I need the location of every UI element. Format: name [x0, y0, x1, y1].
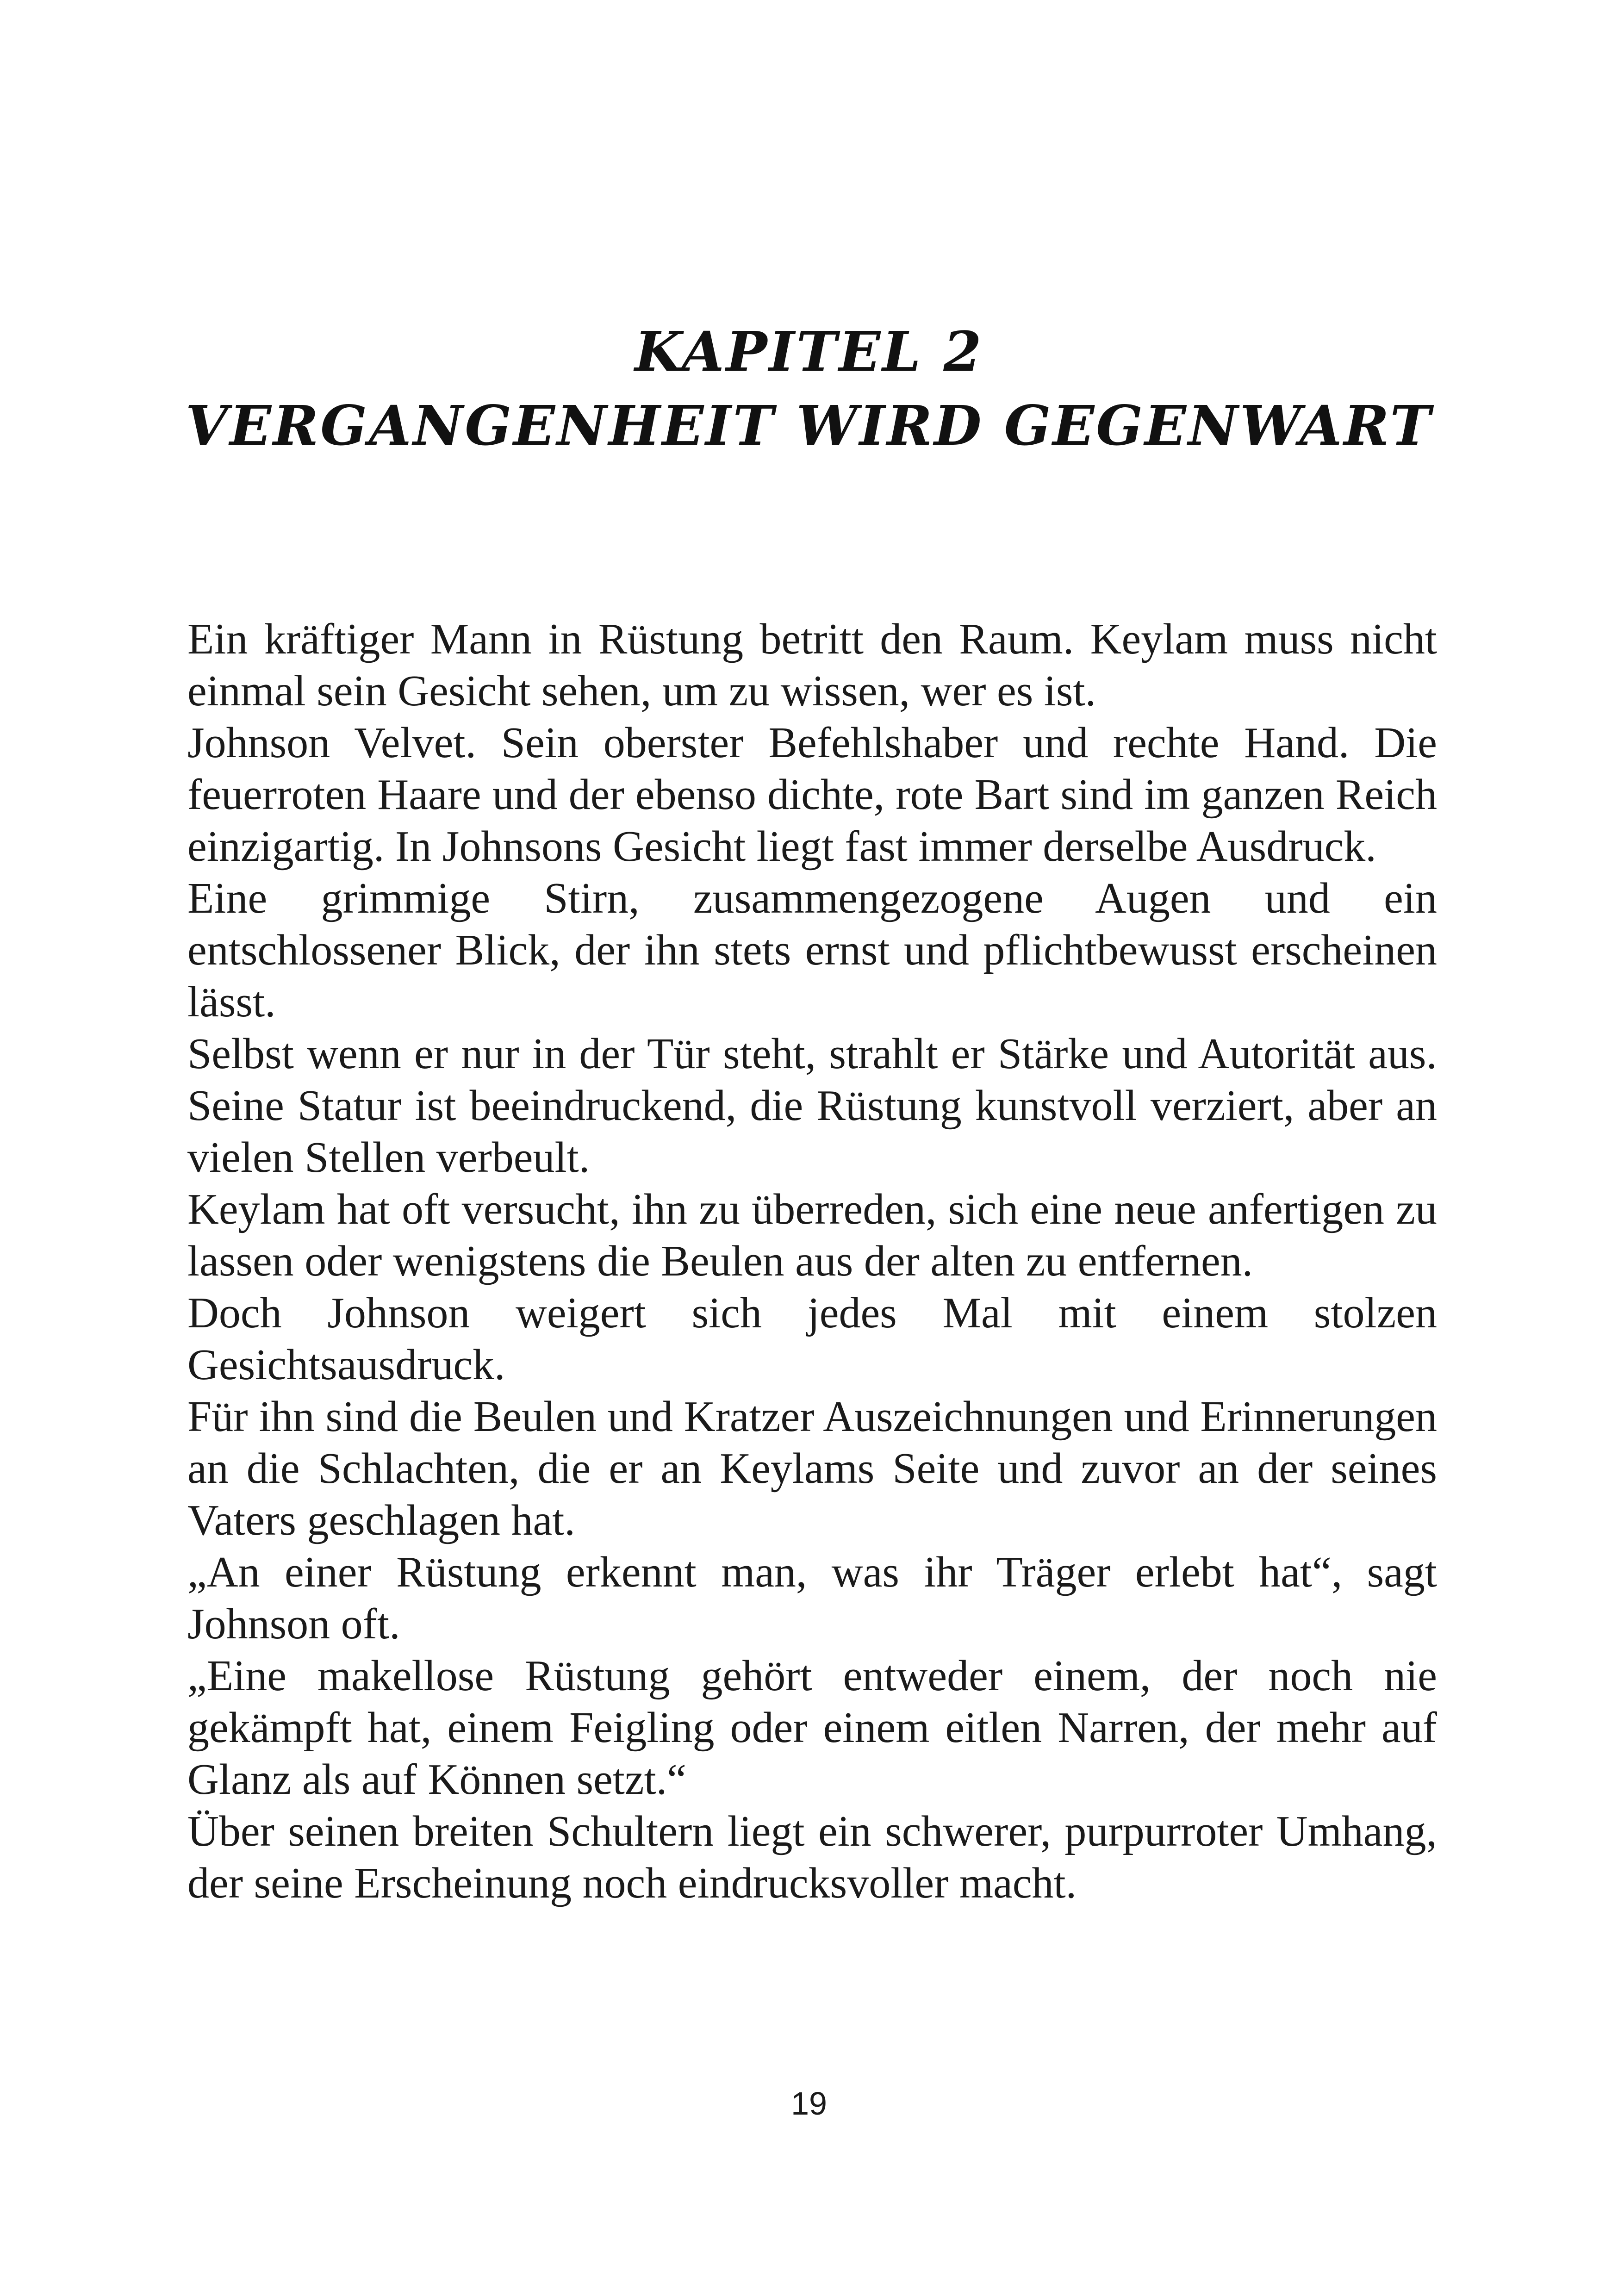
paragraph: Eine grimmige Stirn, zusammengezogene Augen und ein entschlossener Blick, der ihn stets ernst und pflichtbewusst erscheinen lässt.: [187, 874, 1437, 1026]
page-number: 19: [791, 2085, 827, 2122]
paragraph: Johnson Velvet. Sein oberster Befehlshaber und rechte Hand. Die feuerroten Haare und der ebenso dichte, rote Bart sind im ganzen Reich einzigartig. In Johnsons Gesicht liegt fast immer derselbe Ausdruck.: [187, 719, 1437, 871]
paragraph: Ein kräftiger Mann in Rüstung betritt den Raum. Keylam muss nicht einmal sein Gesicht sehen, um zu wissen, wer es ist.: [187, 615, 1437, 715]
paragraph: Keylam hat oft versucht, ihn zu überreden, sich eine neue anfertigen zu lassen oder wenigstens die Beulen aus der alten zu entfernen.: [187, 1185, 1437, 1285]
paragraph: „An einer Rüstung erkennt man, was ihr Träger erlebt hat“, sagt Johnson oft.: [187, 1548, 1437, 1648]
paragraph: Selbst wenn er nur in der Tür steht, strahlt er Stärke und Autorität aus. Seine Statur ist beeindruckend, die Rüstung kunstvoll verziert, aber an vielen Stellen verbeult.: [187, 1030, 1437, 1182]
chapter-body: [187, 613, 1437, 1909]
paragraph: „Eine makellose Rüstung gehört entweder einem, der noch nie gekämpft hat, einem Feigling oder einem eitlen Narren, der mehr auf Glanz als auf Können setzt.“: [187, 1652, 1437, 1804]
paragraph: Für ihn sind die Beulen und Kratzer Auszeichnungen und Erinnerungen an die Schlachten, die er an Keylams Seite und zuvor an der seines Vaters geschlagen hat.: [187, 1393, 1437, 1544]
chapter-number: KAPITEL 2: [635, 319, 983, 384]
chapter-heading: [0, 315, 1618, 463]
paragraph: Über seinen breiten Schultern liegt ein schwerer, purpurroter Umhang, der seine Erscheinung noch eindrucksvoller macht.: [187, 1807, 1437, 1907]
paragraph: Doch Johnson weigert sich jedes Mal mit einem stolzen Gesichtsausdruck.: [187, 1289, 1437, 1389]
chapter-title: VERGANGENHEIT WIRD GEGENWART: [185, 393, 1433, 458]
